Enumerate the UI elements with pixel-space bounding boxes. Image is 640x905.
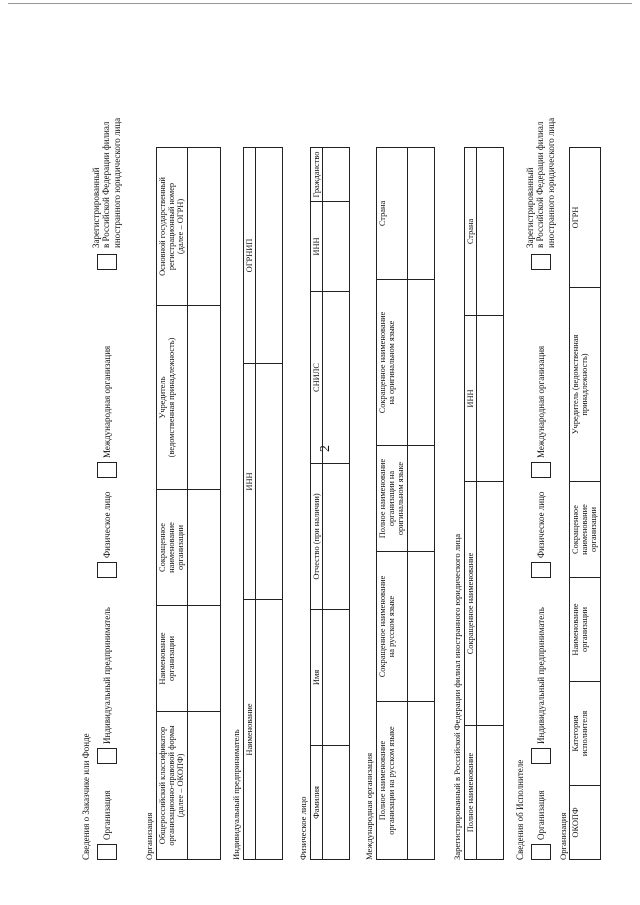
intl-country-cell[interactable] [407, 148, 434, 280]
executor-foreign-branch-checkbox[interactable] [531, 254, 551, 270]
citizenship-cell[interactable] [323, 148, 350, 202]
org-name-cell[interactable] [187, 606, 220, 712]
executor-organization-checkbox[interactable] [531, 844, 551, 860]
executor-individual-label: Физическое лицо [536, 491, 546, 558]
table-header-row [465, 148, 477, 860]
foreign-branch-title: Зарегистрированный в Российской Федерации филиал иностранного юридического лица [452, 533, 462, 860]
founder-header: Учредитель (ведомственная принадлежность) [157, 306, 188, 490]
first-name-header: Имя [311, 610, 323, 746]
executor-foreign-branch-line-3: иностранного юридического лица [545, 117, 556, 248]
short-name-cell[interactable] [187, 490, 220, 606]
table-row [187, 148, 220, 860]
table-row [477, 148, 504, 860]
fb-short-name-header: Сокращенное наименование [465, 482, 477, 726]
okopf-header: Общероссийский классификатор организационно-правовой формы (далее – ОКОПФ) [157, 712, 188, 860]
intl-short-name-ru-header: Сокращенное наименование на русском языке [377, 552, 408, 702]
customer-individual-checkbox[interactable] [97, 562, 117, 578]
international-title: Международная организация [364, 752, 374, 860]
table-header-row [311, 148, 323, 860]
citizenship-header: Гражданство [311, 148, 323, 202]
snils-header: СНИЛС [311, 292, 323, 464]
fb-full-name-header: Полное наименование [465, 726, 477, 860]
table-header-row [244, 148, 256, 860]
customer-organization-checkbox[interactable] [97, 844, 117, 860]
table-row [323, 148, 350, 860]
ogrn-header: Основной государственный регистрационный номер (далее – ОГРН) [157, 148, 188, 306]
fb-short-name-cell[interactable] [477, 482, 504, 726]
executor-international-checkbox[interactable] [531, 462, 551, 478]
executor-organization-title: Организация [558, 812, 568, 860]
snils-cell[interactable] [323, 292, 350, 464]
page-number: 2 [318, 445, 333, 452]
customer-individual-label: Физическое лицо [102, 491, 112, 558]
table-header-row [377, 148, 408, 860]
individual-table [310, 147, 350, 860]
individual-title: Физическое лицо [298, 796, 308, 860]
executor-organization-label: Организация [536, 790, 546, 840]
ex-founder-header: Учредитель (ведомственная принадлежность) [570, 288, 601, 482]
executor-foreign-branch-label [525, 118, 556, 248]
table-header-row [570, 148, 601, 860]
intl-short-name-orig-cell[interactable] [407, 280, 434, 446]
fb-inn-header: ИНН [465, 316, 477, 482]
executor-international-label: Международная организация [536, 345, 546, 458]
executor-individual-checkbox[interactable] [531, 562, 551, 578]
customer-international-checkbox[interactable] [97, 462, 117, 478]
customer-organization-label: Организация [102, 790, 112, 840]
customer-foreign-branch-line-2: в Российской Федерации филиал [101, 121, 112, 248]
entrepreneur-table [243, 147, 283, 860]
ex-category-header: Категория исполнителя [570, 682, 601, 786]
ie-inn-cell[interactable] [256, 364, 283, 600]
table-header-row [157, 148, 188, 860]
intl-short-name-ru-cell[interactable] [407, 552, 434, 702]
fb-country-header: Страна [465, 148, 477, 316]
ie-name-header: Наименование [244, 600, 256, 860]
international-table [376, 147, 435, 860]
executor-entrepreneur-checkbox[interactable] [531, 748, 551, 764]
fb-full-name-cell[interactable] [477, 726, 504, 860]
rotated-form [75, 60, 599, 860]
org-name-header: Наименование организации [157, 606, 188, 712]
customer-entrepreneur-label: Индивидуальный предприниматель [102, 607, 112, 744]
foreign-branch-table [464, 147, 504, 860]
ex-ogrn-header: ОГРН [570, 148, 601, 288]
ex-org-name-header: Наименование организации [570, 578, 601, 682]
intl-full-name-ru-cell[interactable] [407, 702, 434, 860]
founder-cell[interactable] [187, 306, 220, 490]
inn-header: ИНН [311, 202, 323, 292]
ex-short-name-header: Сокращенное наименование организации [570, 482, 601, 578]
intl-full-name-orig-cell[interactable] [407, 446, 434, 552]
short-name-header: Сокращенное наименование организации [157, 490, 188, 606]
customer-organization-title: Организация [144, 812, 154, 860]
ex-okopf-header: ОКОПФ [570, 786, 601, 860]
scan-edge-line [8, 3, 632, 4]
inn-cell[interactable] [323, 202, 350, 292]
table-row [407, 148, 434, 860]
intl-full-name-orig-header: Полное наименование организации на оригинальном языке [377, 446, 408, 552]
fb-country-cell[interactable] [477, 148, 504, 316]
executor-section-title: Сведения об Исполнителе [515, 759, 525, 860]
first-name-cell[interactable] [323, 610, 350, 746]
ie-ogrnip-header: ОГРНИП [244, 148, 256, 364]
patronymic-cell[interactable] [323, 464, 350, 610]
customer-foreign-branch-line-1: Зарегистрированный [91, 167, 101, 248]
executor-foreign-branch-line-2: в Российской Федерации филиал [535, 121, 546, 248]
customer-international-label: Международная организация [102, 345, 112, 458]
intl-country-header: Страна [377, 148, 408, 280]
executor-entrepreneur-label: Индивидуальный предприниматель [536, 607, 546, 744]
patronymic-header: Отчество (при наличии) [311, 464, 323, 610]
ie-name-cell[interactable] [256, 600, 283, 860]
intl-short-name-orig-header: Сокращенное наименование на оригинальном языке [377, 280, 408, 446]
fb-inn-cell[interactable] [477, 316, 504, 482]
executor-foreign-branch-line-1: Зарегистрированный [525, 167, 535, 248]
customer-foreign-branch-line-3: иностранного юридического лица [111, 117, 122, 248]
okopf-cell[interactable] [187, 712, 220, 860]
ie-inn-header: ИНН [244, 364, 256, 600]
customer-entrepreneur-checkbox[interactable] [97, 748, 117, 764]
surname-cell[interactable] [323, 746, 350, 860]
customer-foreign-branch-label [91, 118, 122, 248]
customer-organization-table [156, 147, 221, 860]
ie-ogrnip-cell[interactable] [256, 148, 283, 364]
customer-foreign-branch-checkbox[interactable] [97, 254, 117, 270]
ogrn-cell[interactable] [187, 148, 220, 306]
customer-section-title: Сведения о Заказчике или Фонде [81, 733, 91, 860]
executor-organization-table [569, 147, 601, 860]
surname-header: Фамилия [311, 746, 323, 860]
entrepreneur-title: Индивидуальный предприниматель [231, 729, 241, 860]
intl-full-name-ru-header: Полное наименование организации на русском языке [377, 702, 408, 860]
table-row [256, 148, 283, 860]
